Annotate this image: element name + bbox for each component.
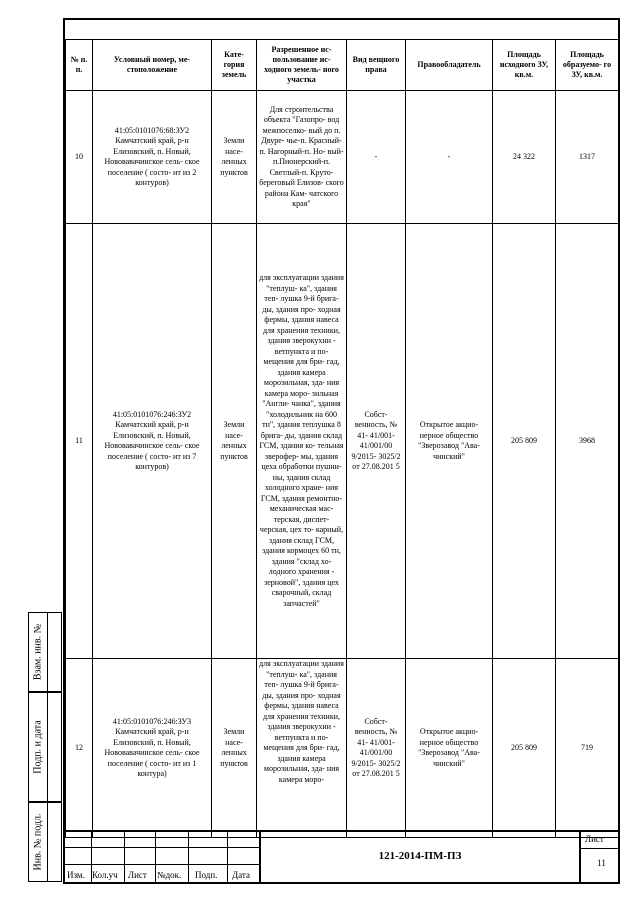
table-row — [66, 91, 619, 224]
cell-category: Земли насе- ленных пунктов — [212, 659, 257, 838]
header-cadastral: Условный номер, ме- стоположение — [93, 40, 212, 91]
cell-right-type: - — [347, 91, 406, 224]
cell-right-type: Собст- венность, № 41- 41/001- 41/001/00 9/2015- 3025/2 от 27.08.201 5 — [347, 224, 406, 659]
margin-signature-date-label: Подп. и дата — [32, 720, 44, 774]
cell-holder: - — [406, 91, 493, 224]
title-block — [65, 830, 618, 882]
cell-num: 11 — [66, 224, 93, 659]
title-data: Дата — [232, 870, 250, 880]
header-category: Кате- гория земель — [212, 40, 257, 91]
sheet-label: Лист — [585, 834, 604, 844]
header-right-type: Вид вещного права — [347, 40, 406, 91]
cell-cadastral: 41:05:0101076:246:ЗУ3 Камчатский край, р-н Елизовский, п. Новый, Нововавачинское сель- ское поселение ( состо- ит из 1 контура) — [93, 659, 212, 838]
margin-replacement-inv — [28, 612, 62, 692]
title-podp: Подп. — [195, 870, 218, 880]
cell-purpose-text: для эксплуатации здания "теплуш- ка", здания теп- лушка 9-й брига- ды, здания про- ходная фермы, здания навеса для хранения техники, здания зверокухни - ветпункта и по- мещения для бри- гад, здания камера морозильная, зда- ния камера моро- — [259, 659, 344, 784]
table-header-row — [66, 40, 619, 91]
margin-replacement-inv-label: Взам. инв. № — [32, 623, 44, 681]
header-purpose: Разрешенное ис- пользование ис- ходного земель- ного участка — [257, 40, 347, 91]
cell-right-type: Собст- венность, № 41- 41/001- 41/001/00 9/2015- 3025/2 от 27.08.201 5 — [347, 659, 406, 838]
cell-cadastral: 41:05:0101076:246:ЗУ2 Камчатский край, р-н Елизовский, п. Новый, Нововавачинское сель- ское поселение ( состо- ит из 7 контуров) — [93, 224, 212, 659]
cell-area-source: 205 809 — [493, 224, 556, 659]
cell-purpose: для эксплуатации здания "теплуш- ка", здания теп- лушка 9-й брига- ды, здания про- ходная фермы, здания навеса для хранения техники, здания зверокухни - ветпункта и по- мещения для бри- гад, здания камера морозильная, зда- ния камера моро- зильная "Англи- чанка", здания "холодильник на 600 тн", здания теплушка 8 брига- ды, здания склад ГСМ, здания ко- тельная зверофер- мы, здания цеха обработки пушни- ны, здания склад холодного хране- ния ГСМ, здания ремонтно- механическая мас- терская, диспет- черская, цех то- карный, здания склад ГСМ, здания кормоцех 60 тн, здания "склад хо- лодного хранения - зерновой", здания цех сварочный, склад запчастей" — [257, 224, 347, 659]
cell-area-new: 1317 — [556, 91, 619, 224]
document-code: 121-2014-ПМ-ПЗ — [378, 850, 462, 862]
cell-holder: Открытое акцио- нерное общество "Зверозавод "Ава- чинский" — [406, 659, 493, 838]
table-row — [66, 659, 619, 838]
title-izm: Изм. — [67, 870, 85, 880]
cell-category: Земли насе- ленных пунктов — [212, 224, 257, 659]
margin-original-inv-label: Инв. № подл. — [32, 813, 44, 871]
cell-holder: Открытое акцио- нерное общество "Зверозавод "Ава- чинский" — [406, 224, 493, 659]
margin-original-inv — [28, 802, 62, 882]
sheet-number: 11 — [597, 858, 606, 868]
title-ndok: №док. — [157, 870, 182, 880]
cell-area-source: 205 809 — [493, 659, 556, 838]
header-holder: Правообладатель — [406, 40, 493, 91]
cell-purpose — [257, 659, 347, 838]
cell-purpose: Для строительства объекта "Газопро- вод межпоселко- вый до п. Двуре- чье-п. Красный-п. Нагорный-п. Но- вый- п.Пионерский-п. Светлый-п. Круто- береговый Елизов- ского района Кам- чатского края" — [257, 91, 347, 224]
header-area-source: Площадь исходного ЗУ, кв.м. — [493, 40, 556, 91]
cell-cadastral: 41:05:0101076:68:ЗУ2 Камчатский край, р-н Елизовский, п. Новый, Нововавачинское сель- ское поселение ( состо- ит из 2 контуров) — [93, 91, 212, 224]
cell-category: Земли насе- ленных пунктов — [212, 91, 257, 224]
cell-area-new: 3968 — [556, 224, 619, 659]
table-row — [66, 224, 619, 659]
title-list: Лист — [128, 870, 147, 880]
title-kol: Кол.уч — [92, 870, 118, 880]
header-num: № п. п. — [66, 40, 93, 91]
cell-area-new: 719 — [556, 659, 619, 838]
header-area-new: Площадь образуемо- го ЗУ, кв.м. — [556, 40, 619, 91]
margin-signature-date — [28, 692, 62, 802]
cell-area-source: 24 322 — [493, 91, 556, 224]
cell-num: 10 — [66, 91, 93, 224]
land-plots-table — [65, 39, 619, 838]
cell-num: 12 — [66, 659, 93, 838]
